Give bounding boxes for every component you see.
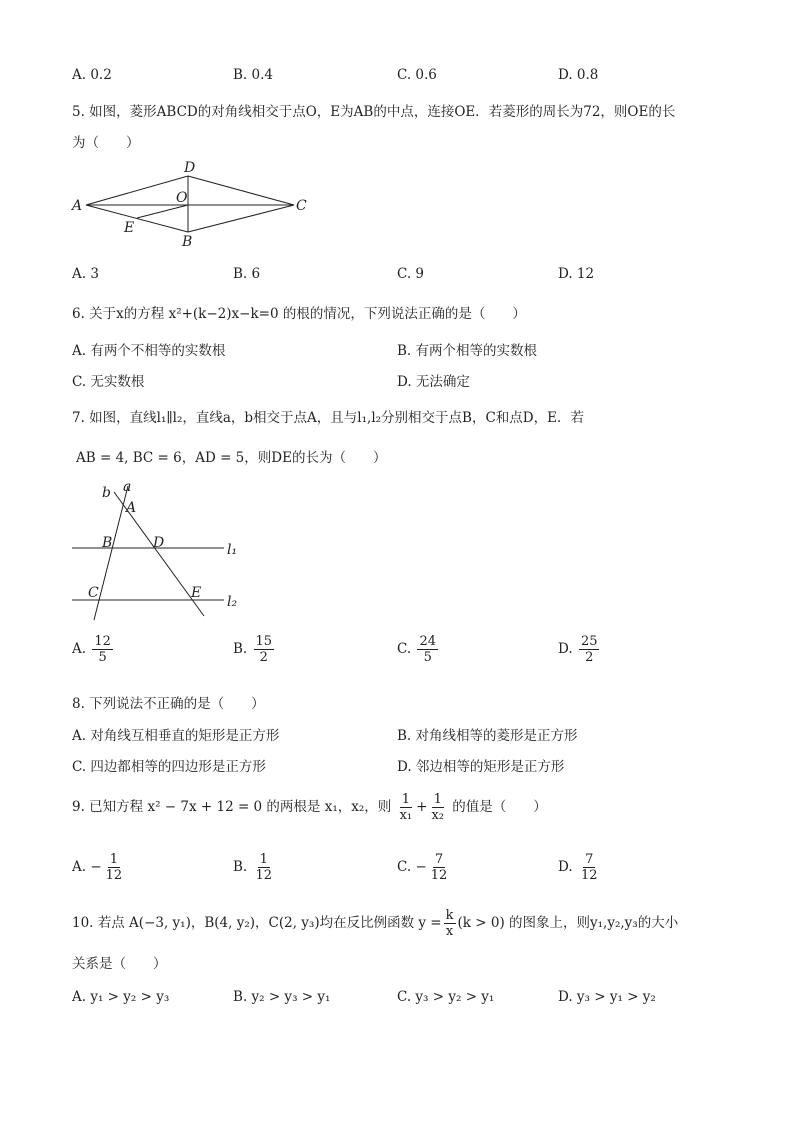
label-d: D bbox=[184, 160, 196, 176]
q7-option-d: D. $\frac{25}{2}$ bbox=[558, 634, 598, 665]
rhombus-figure bbox=[60, 158, 330, 254]
q4-option-b: B. 0.4 bbox=[233, 67, 273, 83]
q5-option-d: D. 12 bbox=[558, 266, 595, 282]
q10-option-d: D. y₃ > y₁ > y₂ bbox=[558, 989, 656, 1005]
q5-option-a: A. 3 bbox=[72, 266, 99, 282]
q4-option-a: A. 0.2 bbox=[72, 67, 112, 83]
label-d-point: D bbox=[153, 535, 165, 551]
q6-option-c: C. 无实数根 bbox=[72, 374, 145, 390]
q9-option-b: B. $\frac{1}{12}$ bbox=[233, 852, 273, 883]
q9-option-d: D. $\frac{7}{12}$ bbox=[558, 852, 598, 883]
q7-stem-line2: AB = 4, BC = 6，AD = 5，则DE的长为（ ） bbox=[76, 450, 387, 466]
q7-option-a: A. $\frac{12}{5}$ bbox=[72, 634, 111, 665]
q10-option-a: A. y₁ > y₂ > y₃ bbox=[72, 989, 170, 1005]
q7-option-b: B. $\frac{15}{2}$ bbox=[233, 634, 273, 665]
q7-stem-line1: 7. 如图，直线l₁∥l₂，直线a，b相交于点A，且与l₁,l₂分别相交于点B，C和点D，E．若 bbox=[72, 410, 584, 426]
label-e-point: E bbox=[191, 585, 202, 601]
label-a-point: A bbox=[126, 500, 137, 516]
label-l2: l₂ bbox=[227, 594, 238, 610]
label-e: E bbox=[124, 220, 135, 236]
q5-stem-line2: 为（ ） bbox=[72, 135, 140, 151]
label-b: B bbox=[182, 234, 193, 250]
label-a-line: a bbox=[123, 479, 132, 495]
q5-option-c: C. 9 bbox=[397, 266, 425, 282]
label-c: C bbox=[296, 198, 307, 214]
q6-option-b: B. 有两个相等的实数根 bbox=[397, 343, 538, 359]
q5-option-b: B. 6 bbox=[233, 266, 261, 282]
q10-stem-line2: 关系是（ ） bbox=[72, 956, 167, 972]
q4-option-d: D. 0.8 bbox=[558, 67, 599, 83]
q8-option-a: A. 对角线互相垂直的矩形是正方形 bbox=[72, 728, 280, 744]
q6-option-a: A. 有两个不相等的实数根 bbox=[72, 343, 226, 359]
q9-option-c: C. − $\frac{7}{12}$ bbox=[397, 852, 448, 883]
label-c-point: C bbox=[88, 585, 99, 601]
q6-option-d: D. 无法确定 bbox=[397, 374, 470, 390]
q6-stem: 6. 关于x的方程 x²+(k−2)x−k=0 的根的情况，下列说法正确的是（ ） bbox=[72, 306, 526, 322]
q8-stem: 8. 下列说法不正确的是（ ） bbox=[72, 696, 265, 712]
label-o: O bbox=[176, 190, 188, 206]
label-a: A bbox=[72, 198, 83, 214]
q10-stem-line1: 10. 若点 A(−3, y₁)，B(4, y₂)，C(2, y₃)均在反比例函数 y = $\frac{k}{x}$ (k > 0) 的图象上，则y₁,y₂,y₃的大小 bbox=[72, 908, 679, 939]
label-l1: l₁ bbox=[227, 542, 238, 558]
q7-option-c: C. $\frac{24}{5}$ bbox=[397, 634, 436, 665]
q10-option-c: C. y₃ > y₂ > y₁ bbox=[397, 989, 495, 1005]
q9-stem: 9. 已知方程 x² − 7x + 12 = 0 的两根是 x₁，x₂，则 $\frac{1}{\text{x₁}}$ + $\frac{1}{\text{x₂}}$ 的值是（ ） bbox=[72, 792, 547, 823]
q8-option-b: B. 对角线相等的菱形是正方形 bbox=[397, 728, 578, 744]
parallel-lines-figure bbox=[64, 478, 254, 623]
q8-option-d: D. 邻边相等的矩形是正方形 bbox=[397, 759, 565, 775]
q4-option-c: C. 0.6 bbox=[397, 67, 437, 83]
q8-option-c: C. 四边都相等的四边形是正方形 bbox=[72, 759, 266, 775]
q9-option-a: A. − $\frac{1}{12}$ bbox=[72, 852, 123, 883]
label-b-point: B bbox=[102, 535, 113, 551]
q10-option-b: B. y₂ > y₃ > y₁ bbox=[233, 989, 331, 1005]
label-b-line: b bbox=[102, 485, 111, 501]
q5-stem-line1: 5. 如图，菱形ABCD的对角线相交于点O，E为AB的中点，连接OE．若菱形的周长为72，则OE的长 bbox=[72, 104, 676, 120]
